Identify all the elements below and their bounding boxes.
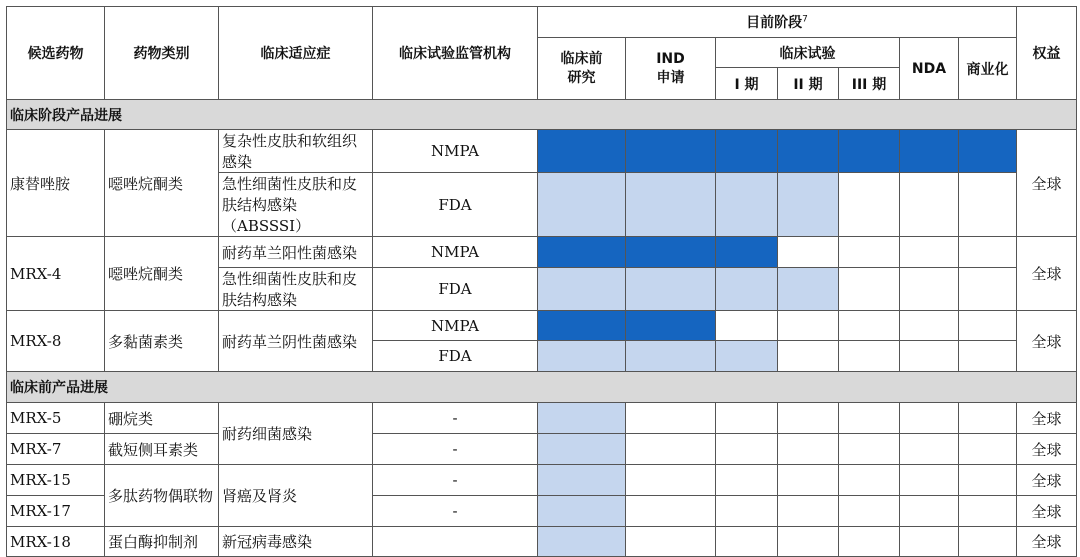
indication: 耐药革兰阳性菌感染 [219, 237, 373, 268]
stage-cell [900, 465, 959, 496]
stage-cell [959, 465, 1017, 496]
indication: 耐药细菌感染 [219, 403, 373, 465]
header-ind: IND 申请 [626, 38, 716, 100]
stage-cell [839, 465, 900, 496]
stage-cell [716, 130, 778, 173]
drug-name: MRX-17 [7, 496, 105, 527]
table-row [7, 465, 1077, 496]
stage-cell [626, 465, 716, 496]
header-commercial: 商业化 [959, 38, 1017, 100]
drug-category: 噁唑烷酮类 [105, 237, 219, 311]
regulator: FDA [373, 268, 538, 311]
regulator: - [373, 465, 538, 496]
header-regulator: 临床试验监管机构 [373, 7, 538, 100]
header-nda: NDA [900, 38, 959, 100]
stage-cell [839, 341, 900, 372]
stage-cell [538, 237, 626, 268]
rights: 全球 [1017, 403, 1077, 434]
table-row [7, 130, 1077, 173]
stage-cell [626, 268, 716, 311]
regulator: - [373, 434, 538, 465]
stage-cell [959, 130, 1017, 173]
regulator: - [373, 496, 538, 527]
stage-cell [900, 311, 959, 341]
drug-name: MRX-18 [7, 527, 105, 557]
stage-cell [626, 341, 716, 372]
stage-cell [839, 496, 900, 527]
stage-cell [626, 496, 716, 527]
indication: 急性细菌性皮肤和皮肤结构感染（ABSSSI） [219, 173, 373, 237]
header-rights: 权益 [1017, 7, 1077, 100]
rights: 全球 [1017, 496, 1077, 527]
stage-cell [538, 173, 626, 237]
stage-cell [839, 527, 900, 557]
rights: 全球 [1017, 311, 1077, 372]
stage-cell [538, 434, 626, 465]
stage-cell [900, 496, 959, 527]
stage-cell [778, 434, 839, 465]
header-category: 药物类别 [105, 7, 219, 100]
indication: 新冠病毒感染 [219, 527, 373, 557]
stage-cell [626, 130, 716, 173]
drug-name: MRX-4 [7, 237, 105, 311]
stage-cell [900, 237, 959, 268]
stage-cell [778, 403, 839, 434]
stage-cell [839, 311, 900, 341]
header-indication: 临床适应症 [219, 7, 373, 100]
stage-cell [716, 465, 778, 496]
drug-category: 噁唑烷酮类 [105, 130, 219, 237]
stage-cell [900, 434, 959, 465]
drug-name: MRX-15 [7, 465, 105, 496]
stage-cell [626, 434, 716, 465]
stage-cell [716, 434, 778, 465]
stage-cell [959, 434, 1017, 465]
stage-cell [959, 311, 1017, 341]
regulator: FDA [373, 173, 538, 237]
header-phase2: II 期 [778, 68, 839, 100]
stage-cell [900, 268, 959, 311]
stage-cell [839, 268, 900, 311]
stage-cell [716, 173, 778, 237]
stage-cell [900, 130, 959, 173]
stage-cell [626, 311, 716, 341]
indication: 复杂性皮肤和软组织感染 [219, 130, 373, 173]
stage-cell [778, 173, 839, 237]
stage-cell [538, 341, 626, 372]
table-row [7, 311, 1077, 341]
stage-cell [778, 465, 839, 496]
rights: 全球 [1017, 465, 1077, 496]
header-stage: 目前阶段$^7$ [538, 7, 1017, 38]
stage-cell [538, 527, 626, 557]
header-phase1: I 期 [716, 68, 778, 100]
stage-cell [959, 403, 1017, 434]
drug-category: 蛋白酶抑制剂 [105, 527, 219, 557]
stage-cell [778, 527, 839, 557]
drug-category: 截短侧耳素类 [105, 434, 219, 465]
stage-cell [538, 268, 626, 311]
section-preclinical: 临床前产品进展 [7, 372, 1077, 403]
table-row [7, 403, 1077, 434]
stage-cell [716, 237, 778, 268]
stage-cell [778, 237, 839, 268]
header-phase3: III 期 [839, 68, 900, 100]
stage-cell [959, 237, 1017, 268]
indication: 耐药革兰阴性菌感染 [219, 311, 373, 372]
stage-cell [900, 173, 959, 237]
stage-cell [716, 496, 778, 527]
stage-cell [900, 527, 959, 557]
rights: 全球 [1017, 130, 1077, 237]
rights: 全球 [1017, 434, 1077, 465]
stage-cell [626, 403, 716, 434]
header-preclinical: 临床前 研究 [538, 38, 626, 100]
stage-cell [538, 465, 626, 496]
regulator: NMPA [373, 130, 538, 173]
stage-cell [959, 496, 1017, 527]
section-clinical: 临床阶段产品进展 [7, 100, 1077, 130]
stage-cell [959, 173, 1017, 237]
regulator: FDA [373, 341, 538, 372]
regulator [373, 527, 538, 557]
stage-cell [778, 341, 839, 372]
stage-cell [839, 434, 900, 465]
stage-cell [839, 173, 900, 237]
stage-cell [778, 311, 839, 341]
drug-category: 多肽药物偶联物 [105, 465, 219, 527]
stage-cell [900, 403, 959, 434]
stage-cell [538, 496, 626, 527]
stage-cell [716, 341, 778, 372]
stage-cell [626, 173, 716, 237]
drug-category: 硼烷类 [105, 403, 219, 434]
stage-cell [626, 527, 716, 557]
stage-cell [626, 237, 716, 268]
stage-cell [839, 130, 900, 173]
stage-cell [716, 268, 778, 311]
table-row [7, 527, 1077, 557]
stage-cell [778, 130, 839, 173]
stage-cell [778, 268, 839, 311]
stage-cell [716, 311, 778, 341]
rights: 全球 [1017, 237, 1077, 311]
stage-cell [900, 341, 959, 372]
header-candidate: 候选药物 [7, 7, 105, 100]
drug-name: MRX-8 [7, 311, 105, 372]
regulator: - [373, 403, 538, 434]
pipeline-table [6, 6, 1077, 557]
table-row [7, 237, 1077, 268]
drug-name: MRX-7 [7, 434, 105, 465]
regulator: NMPA [373, 237, 538, 268]
stage-cell [778, 496, 839, 527]
drug-category: 多黏菌素类 [105, 311, 219, 372]
indication: 急性细菌性皮肤和皮肤结构感染 [219, 268, 373, 311]
drug-name: MRX-5 [7, 403, 105, 434]
stage-cell [716, 527, 778, 557]
rights: 全球 [1017, 527, 1077, 557]
stage-cell [538, 403, 626, 434]
stage-cell [839, 403, 900, 434]
stage-cell [959, 268, 1017, 311]
indication: 肾癌及肾炎 [219, 465, 373, 527]
header-clinical: 临床试验 [716, 38, 900, 68]
stage-cell [959, 341, 1017, 372]
drug-name: 康替唑胺 [7, 130, 105, 237]
stage-cell [716, 403, 778, 434]
regulator: NMPA [373, 311, 538, 341]
stage-cell [959, 527, 1017, 557]
stage-cell [538, 130, 626, 173]
stage-cell [839, 237, 900, 268]
stage-cell [538, 311, 626, 341]
table-row [7, 434, 1077, 465]
